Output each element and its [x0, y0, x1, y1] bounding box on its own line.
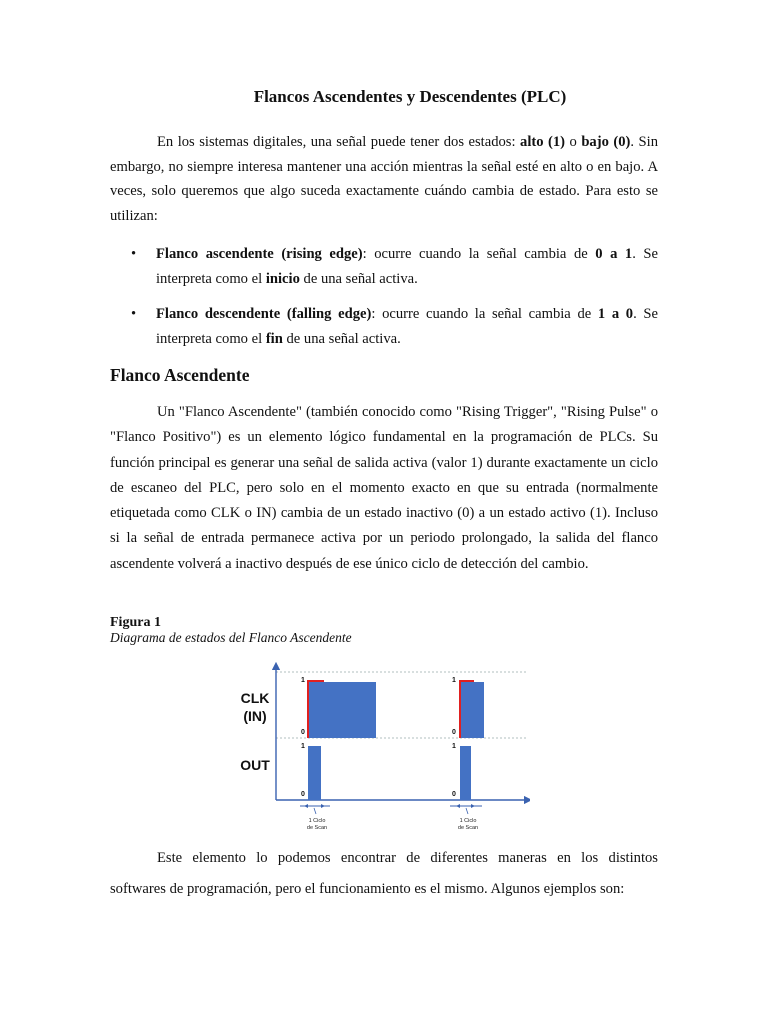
- bullet-marker: •: [131, 306, 137, 322]
- figure-caption: Diagrama de estados del Flanco Ascendente: [110, 630, 352, 645]
- intro-paragraph: En los sistemas digitales, una señal puede tener dos estados: alto (1) o bajo (0). Sin embargo, no siempre interesa mantener una acción mientras la señal esté en alto o en bajo. A veces, solo queremos que algo suceda exactamente cuándo cambia de estado. Para esto se utilizan:: [110, 134, 658, 224]
- bullet-marker: •: [131, 246, 137, 262]
- out1-low-label: 0: [301, 791, 305, 798]
- scan-cycle-tick-1: [314, 808, 316, 814]
- scan-label-1-line2: de Scan: [306, 825, 328, 831]
- rising-edge-timing-diagram: [238, 660, 530, 835]
- out-pulse-2: [460, 746, 471, 800]
- closing-paragraph-line1: Este elemento lo podemos encontrar de diferentes maneras en los distintos: [157, 850, 658, 866]
- clk-pulse-2: [460, 682, 484, 738]
- section-heading: Flanco Ascendente: [110, 365, 250, 385]
- figure-label: Figura 1: [110, 615, 161, 630]
- clk1-low-label: 0: [301, 729, 305, 736]
- section-paragraph: Un "Flanco Ascendente" (también conocido como "Rising Trigger", "Rising Pulse" o "Flanco Positivo") es un elemento lógico fundamental en la programación de PLCs. Su función principal es generar una señal de salida activa (valor 1) durante exactamente un ciclo de escaneo del PLC, pero solo en el momento exacto en que su entrada (normalmente etiquetada como CLK o IN) cambia de un estado inactivo (0) a un estado activo (1). Incluso si la señal de entrada permanece activa por un periodo prolongado, la salida del flanco ascendente volverá a inactivo después de ese único ciclo de detección del cambio.: [110, 404, 658, 572]
- scan-label-2-line2: de Scan: [457, 825, 479, 831]
- out2-low-label: 0: [452, 791, 456, 798]
- scan-cycle-tick-2: [466, 808, 468, 814]
- out-pulse-1: [308, 746, 321, 800]
- out-label: OUT: [240, 757, 270, 773]
- clk1-high-label: 1: [301, 677, 305, 684]
- clk2-high-label: 1: [452, 677, 456, 684]
- scan-label-2-line1: 1 Ciclo: [459, 818, 477, 824]
- page-title: Flancos Ascendentes y Descendentes (PLC): [253, 87, 567, 106]
- clk-label: CLK: [240, 690, 270, 706]
- bullet-falling-edge: • Flanco descendente (falling edge): ocurre cuando la señal cambia de 1 a 0. Se interpreta como el fin de una señal activa.: [156, 302, 658, 351]
- scan-label-1-line1: 1 Ciclo: [308, 818, 326, 824]
- clk-pulse-1: [308, 682, 376, 738]
- closing-paragraph-line2: softwares de programación, pero el funcionamiento es el mismo. Algunos ejemplos son:: [110, 881, 625, 897]
- out2-high-label: 1: [452, 743, 456, 750]
- in-label: (IN): [243, 708, 267, 724]
- out1-high-label: 1: [301, 743, 305, 750]
- clk2-low-label: 0: [452, 729, 456, 736]
- bullet-rising-edge: • Flanco ascendente (rising edge): ocurre cuando la señal cambia de 0 a 1. Se interpreta como el inicio de una señal activa.: [156, 242, 658, 291]
